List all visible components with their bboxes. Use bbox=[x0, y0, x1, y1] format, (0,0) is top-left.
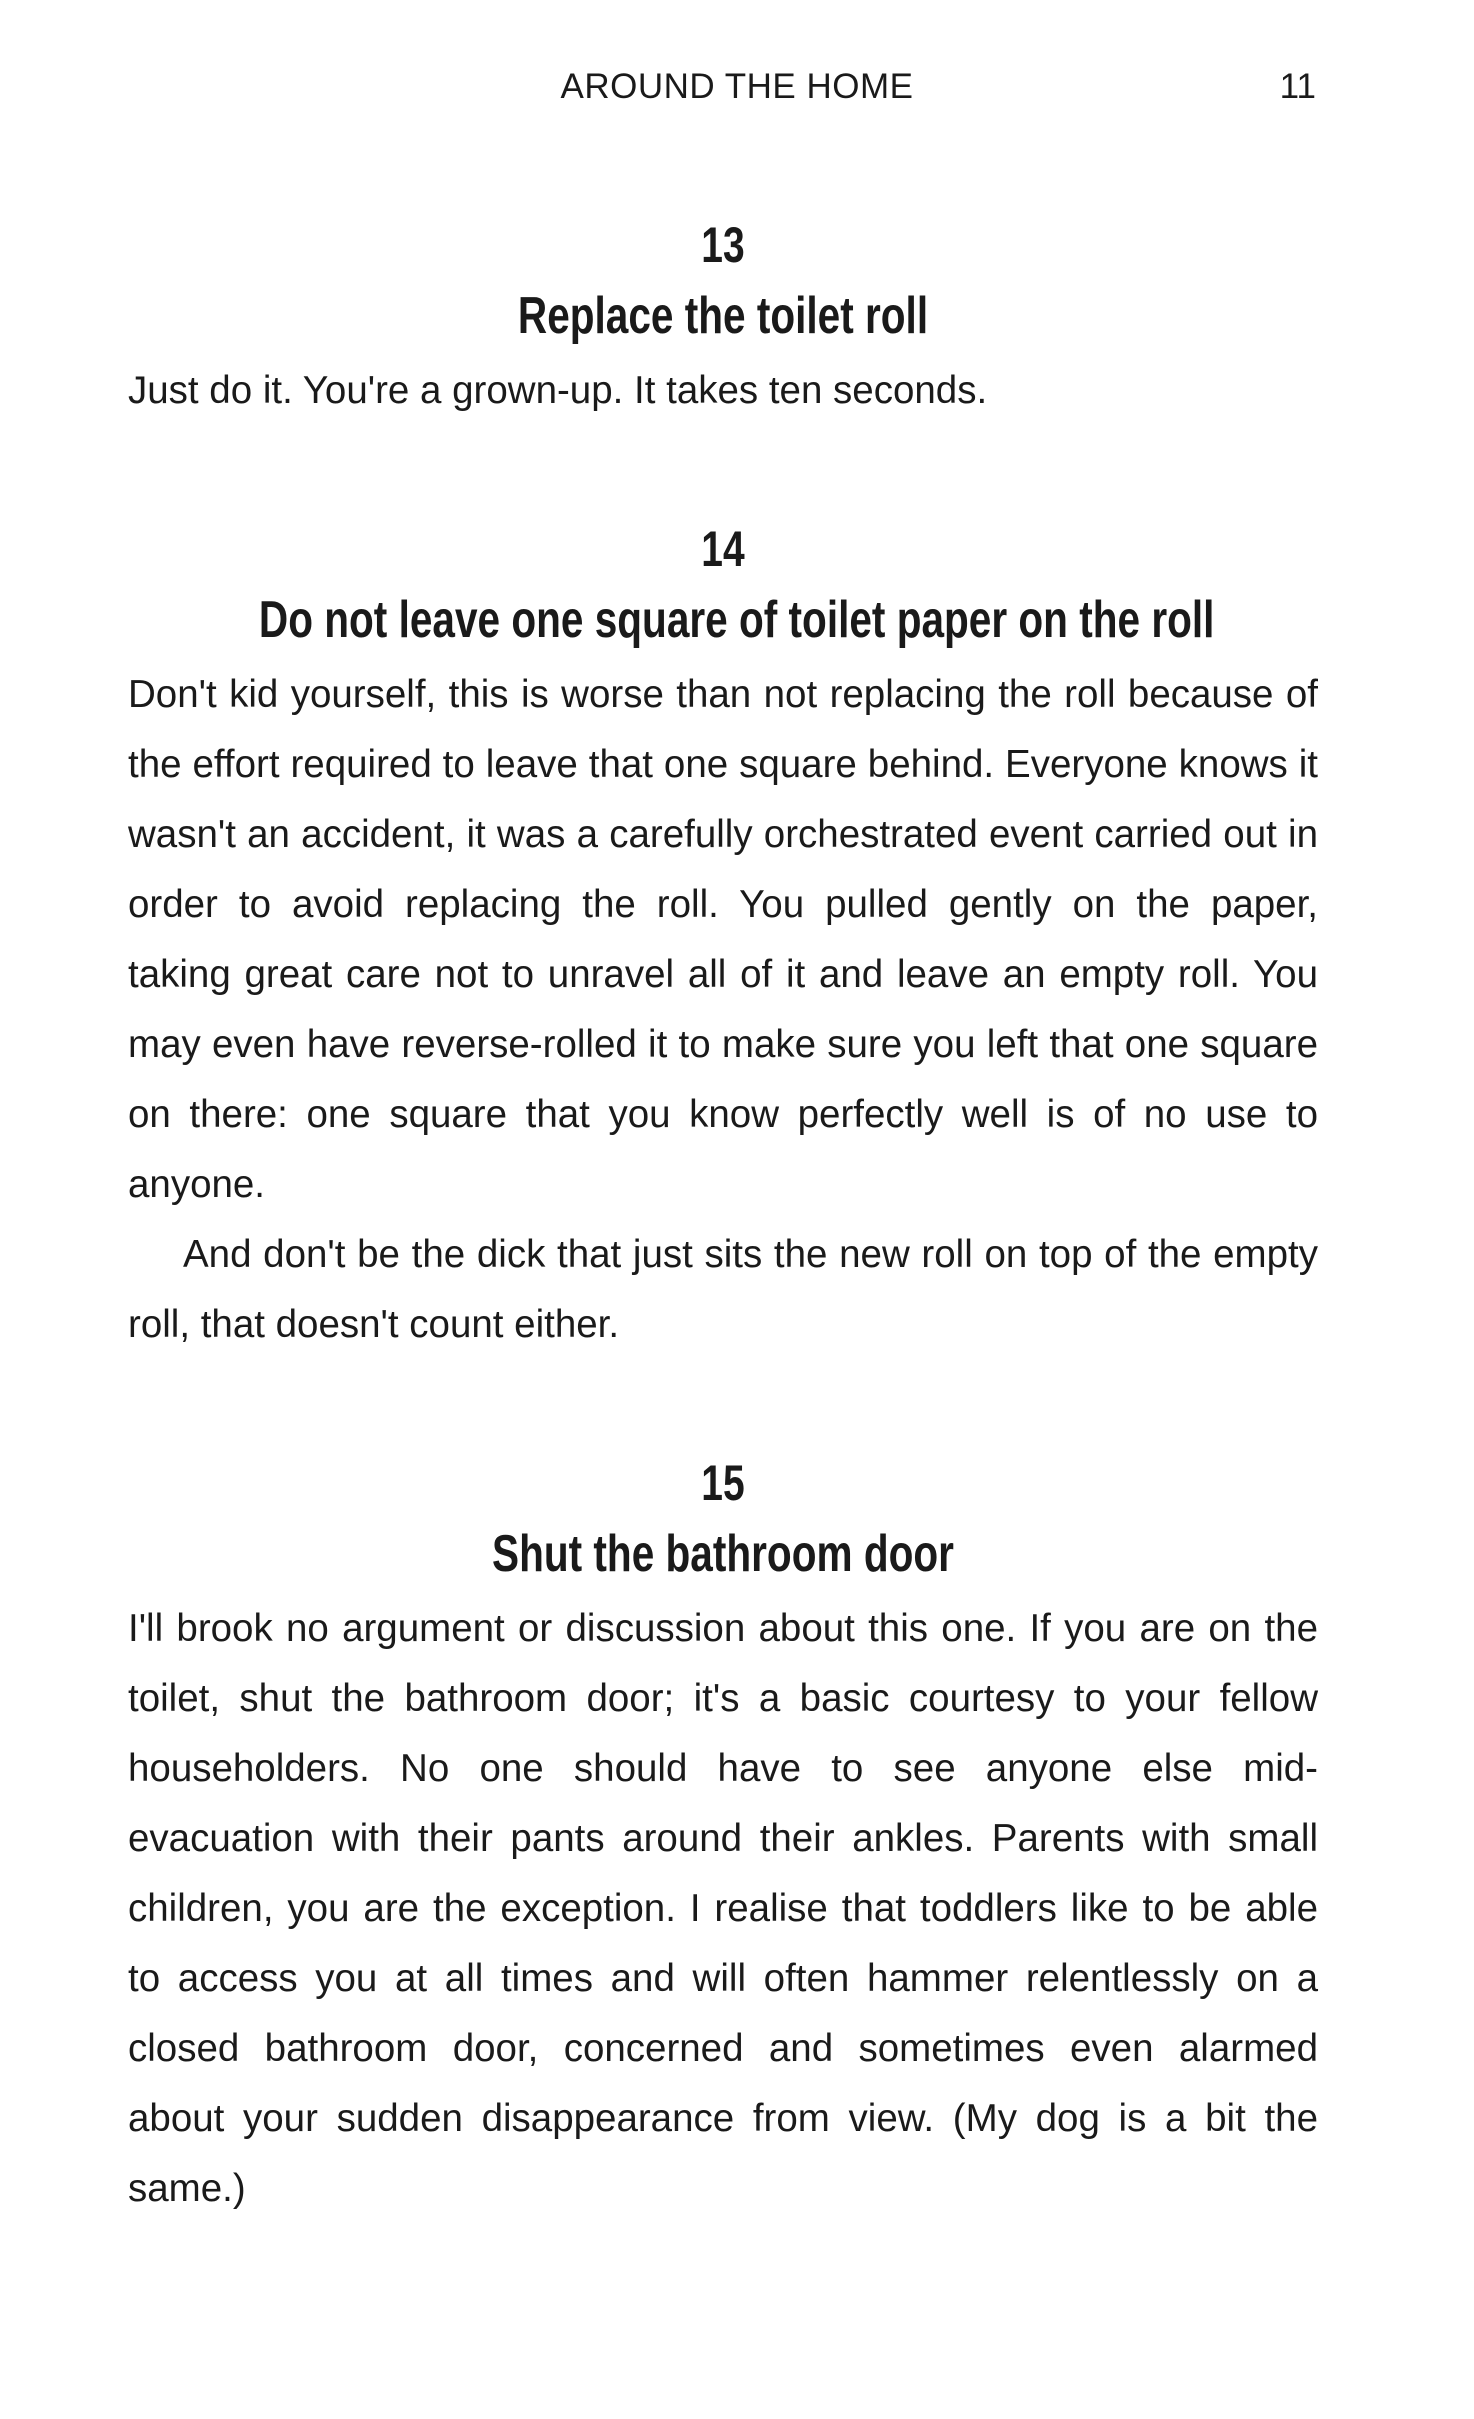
section-number: 13 bbox=[701, 217, 745, 273]
page-body bbox=[128, 210, 1318, 2224]
section-paragraph: And don't be the dick that just sits the new roll on top of the empty roll, that doesn't count either. bbox=[128, 1233, 1318, 1346]
section-title: Do not leave one square of toilet paper on the roll bbox=[258, 591, 1215, 649]
running-title: AROUND THE HOME bbox=[560, 67, 914, 106]
page-number: 11 bbox=[1279, 67, 1316, 106]
section-title: Replace the toilet roll bbox=[517, 287, 929, 345]
section-title: Shut the bathroom door bbox=[492, 1525, 954, 1583]
section-paragraph: Don't kid yourself, this is worse than not replacing the roll because of the effort required to leave that one square behind. Everyone knows it wasn't an accident, it was a carefully orchestrated event carried out in order to avoid replacing the roll. You pulled gently on the paper, taking great care not to unravel all of it and leave an empty roll. You may even have reverse-rolled it to make sure you left that one square on there: one square that you know perfectly well is of no use to anyone. bbox=[128, 673, 1318, 1206]
section-number: 15 bbox=[701, 1455, 745, 1511]
section-14 bbox=[128, 514, 1318, 1360]
section-number: 14 bbox=[701, 521, 745, 577]
section-paragraph: Just do it. You're a grown-up. It takes ten seconds. bbox=[128, 369, 988, 412]
section-15 bbox=[128, 1448, 1318, 2224]
section-13 bbox=[128, 210, 1318, 426]
section-paragraph: I'll brook no argument or discussion about this one. If you are on the toilet, shut the bathroom door; it's a basic courtesy to your fellow householders. No one should have to see anyone else mid-evacuation with their pants around their ankles. Parents with small children, you are the exception. I realise that toddlers like to be able to access you at all times and will often hammer relentlessly on a closed bathroom door, concerned and sometimes even alarmed about your sudden disappearance from view. (My dog is a bit the same.) bbox=[128, 1607, 1318, 2210]
running-header bbox=[0, 62, 1474, 112]
